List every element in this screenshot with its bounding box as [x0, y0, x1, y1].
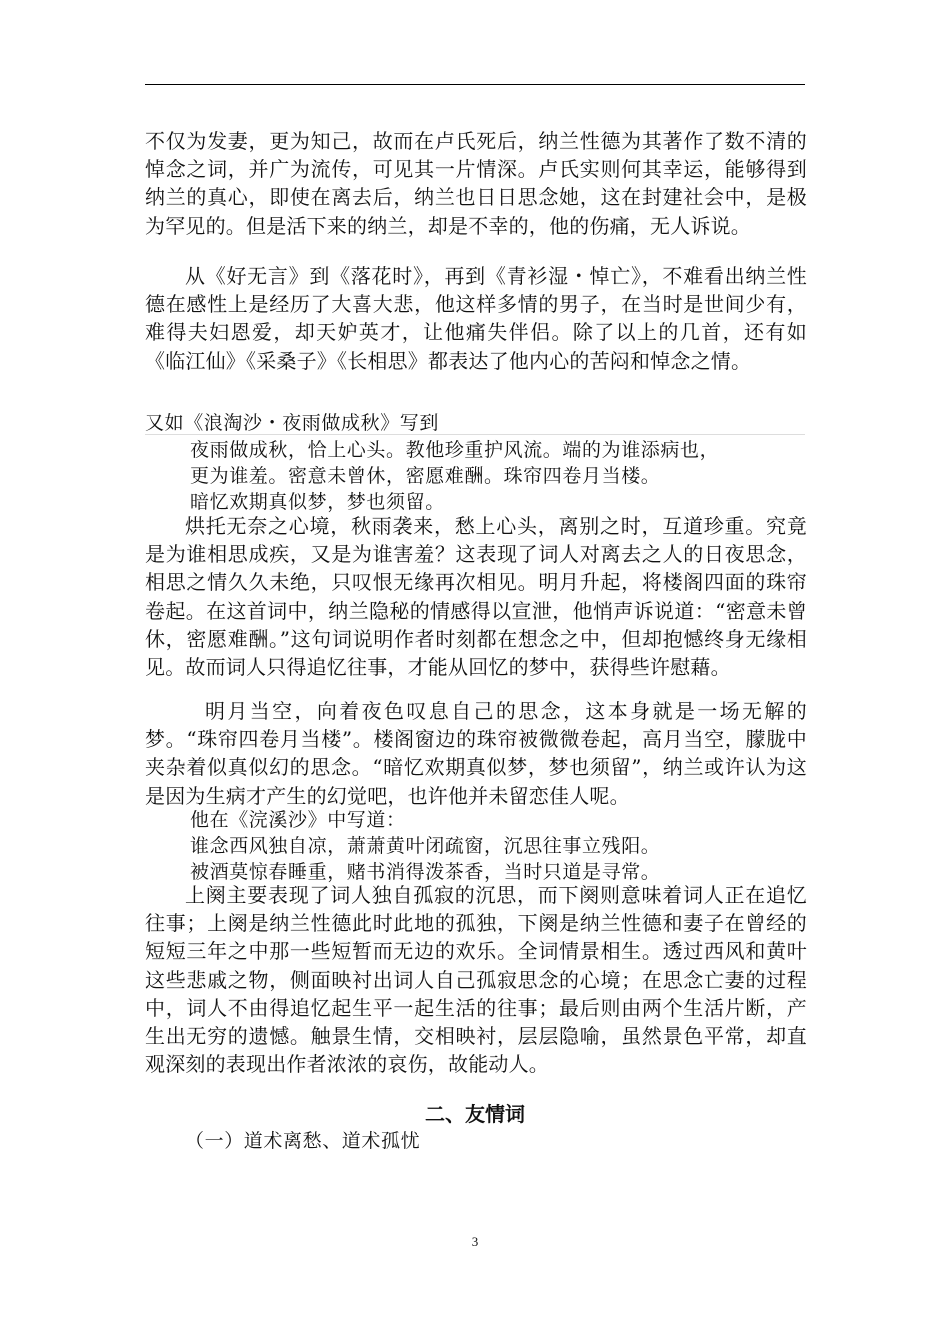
poem-intro: 又如《浪淘沙・夜雨做成秋》写到 — [145, 412, 440, 434]
paragraph-3-text: 烘托无奈之心境，秋雨袭来，愁上心头，离别之时，互道珍重。究竟是为谁相思成疾，又是为谁害羞？这表现了词人对离去之人的日夜思念，相思之情久久未绝，只叹恨无缘再次相见。明月升起，将楼阁四面的珠帘卷起。在这首词中，纳兰隐秘的情感得以宣泄，他悄声诉说道：“密意未曾休，密愿难酬。”这句词说明作者时刻都在想念之中，但却抱憾终身无缘相见。故而词人只得追忆往事，才能从回忆的梦中，获得些许慰藉。 — [145, 514, 807, 680]
paragraph-1-text: 不仅为发妻，更为知己，故而在卢氏死后，纳兰性德为其著作了数不清的悼念之词，并广为流传，可见其一片情深。卢氏实则何其幸运，能够得到纳兰的真心，即使在离去后，纳兰也日日思念她，这在封建社会中，是极为罕见的。但是活下来的纳兰，却是不幸的，他的伤痛，无人诉说。 — [145, 129, 807, 238]
verse-line: 暗忆欢期真似梦，梦也须留。 — [190, 491, 445, 513]
paragraph-4-text: 明月当空，向着夜色叹息自己的思念，这本身就是一场无解的梦。“珠帘四卷月当楼”。楼阁窗边的珠帘被微微卷起，高月当空，朦胧中夹杂着似真似幻的思念。“暗忆欢期真似梦，梦也须留”，纳兰或许认为这是因为生病才产生的幻觉吧，也许他并未留恋佳人呢。 — [145, 699, 807, 808]
verse-line: 他在《浣溪沙》中写道： — [190, 809, 406, 831]
paragraph-2 — [145, 262, 807, 375]
page-number: 3 — [471, 1234, 479, 1249]
section-heading: 二、友情词 — [425, 1102, 525, 1126]
verse-line: 谁念西风独自凉，萧萧黄叶闭疏窗，沉思往事立残阳。 — [190, 835, 661, 857]
paragraph-1 — [145, 127, 807, 240]
verse-line: 夜雨做成秋，恰上心头。教他珍重护风流。端的为谁添病也， — [190, 439, 720, 461]
paragraph-5 — [145, 881, 807, 1078]
intro-rule — [145, 434, 805, 435]
paragraph-4 — [145, 697, 807, 810]
paragraph-3 — [145, 512, 807, 681]
verse-line: 更为谁羞。密意未曾休，密愿难酬。珠帘四卷月当楼。 — [190, 465, 661, 487]
header-rule — [145, 84, 805, 85]
paragraph-2-text: 从《好无言》到《落花时》，再到《青衫湿・悼亡》，不难看出纳兰性德在感性上是经历了大喜大悲，他这样多情的男子，在当时是世间少有，难得夫妇恩爱，却天妒英才，让他痛失伴侣。除了以上的几首，还有如《临江仙》《采桑子》《长相思》都表达了他内心的苦闷和悼念之情。 — [145, 264, 807, 373]
verse-line: 被酒莫惊春睡重，赌书消得泼茶香，当时只道是寻常。 — [190, 861, 661, 883]
paragraph-5-text: 上阕主要表现了词人独自孤寂的沉思，而下阕则意味着词人正在追忆往事；上阕是纳兰性德此时此地的孤独，下阕是纳兰性德和妻子在曾经的短短三年之中那一些短暂而无边的欢乐。全词情景相生。透过西风和黄叶这些悲戚之物，侧面映衬出词人自己孤寂思念的心境；在思念亡妻的过程中，词人不由得追忆起生平一起生活的往事；最后则由两个生活片断，产生出无穷的遗憾。触景生情，交相映衬，层层隐喻，虽然景色平常，却直观深刻的表现出作者浓浓的哀伤，故能动人。 — [145, 883, 807, 1077]
subsection-heading: （一）道术离愁、道术孤忧 — [185, 1130, 421, 1152]
